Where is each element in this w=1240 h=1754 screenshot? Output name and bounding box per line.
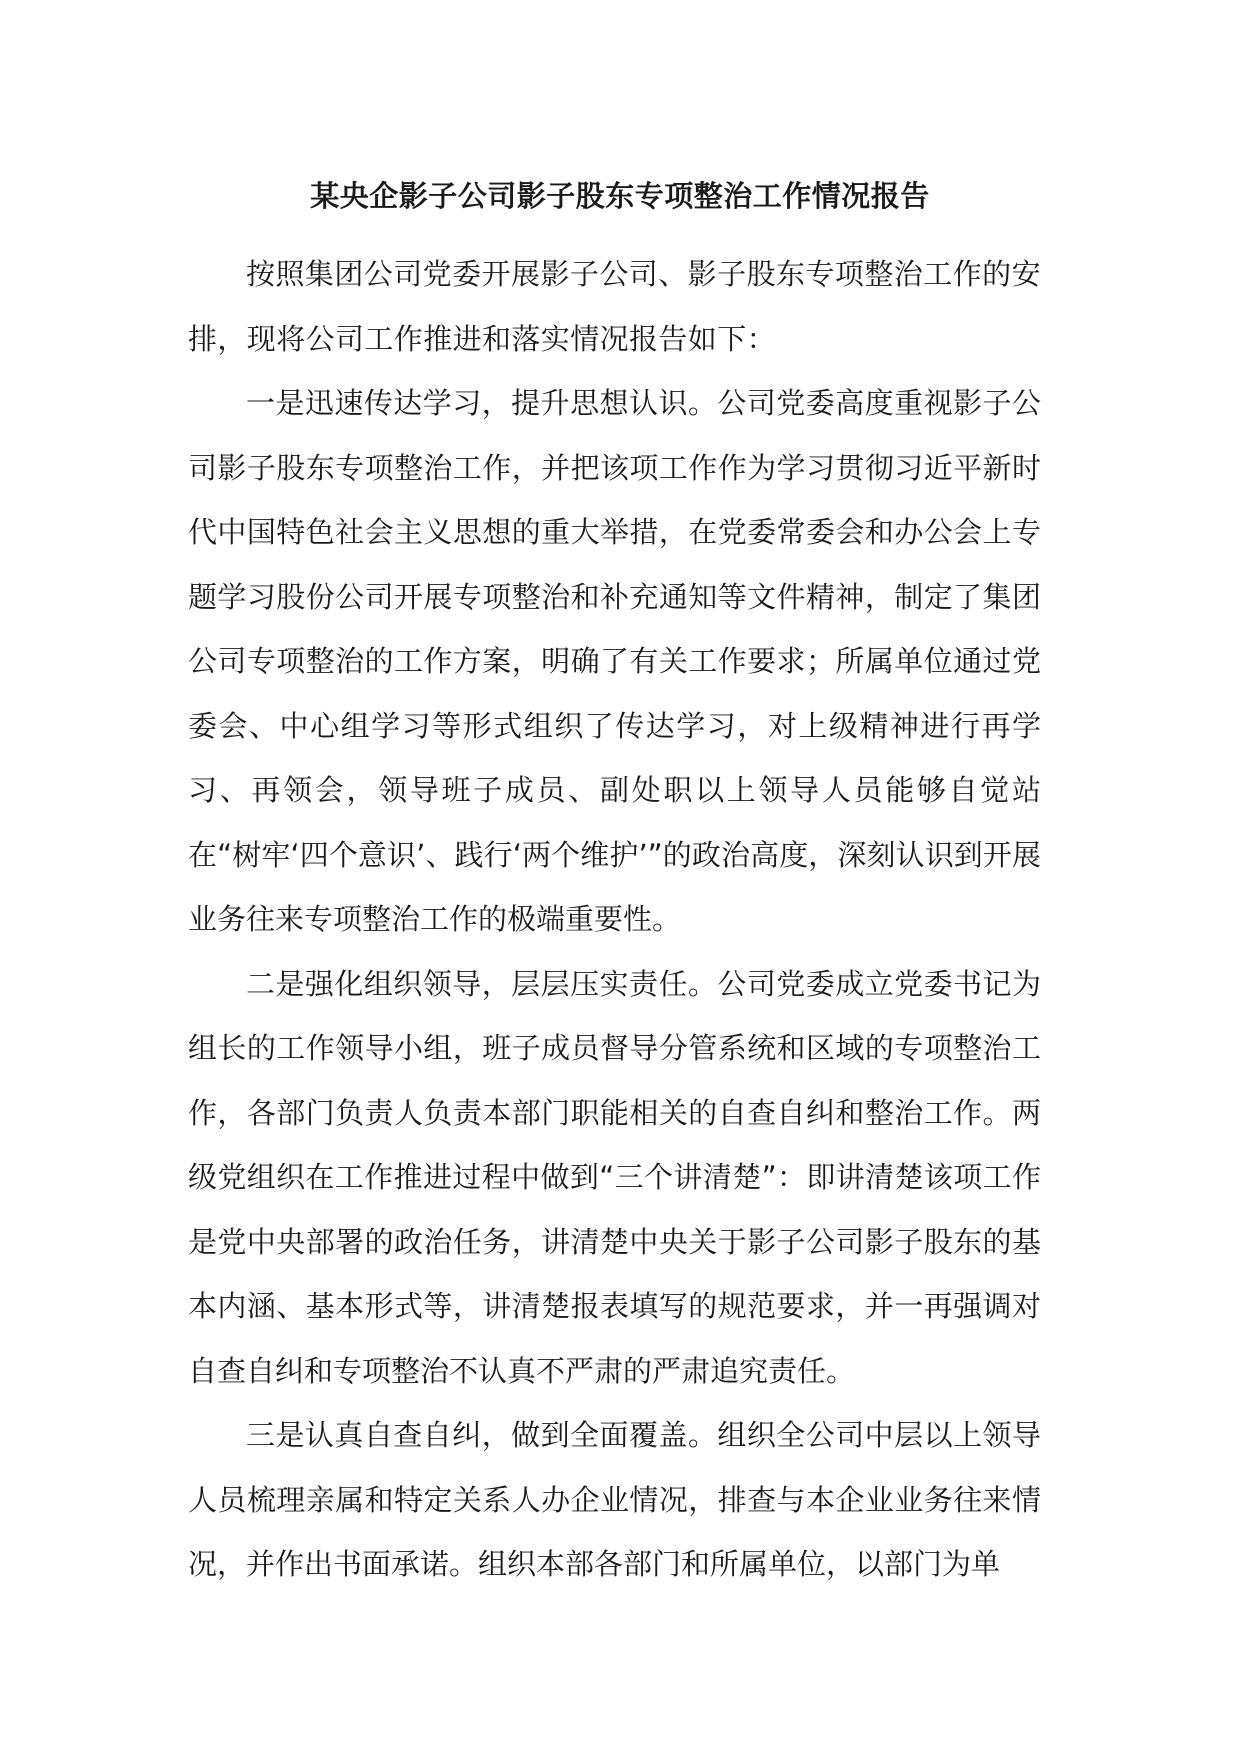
document-body	[188, 242, 1041, 1597]
paragraph-leadership: 二是强化组织领导，层层压实责任。公司党委成立党委书记为组长的工作领导小组，班子成员督导分管系统和区域的专项整治工作，各部门负责人负责本部门职能相关的自查自纠和整治工作。两级党组织在工作推进过程中做到“三个讲清楚”：即讲清楚该项工作是党中央部署的政治任务，讲清楚中央关于影子公司影子股东的基本内涵、基本形式等，讲清楚报表填写的规范要求，并一再强调对自查自纠和专项整治不认真不严肃的严肃追究责任。	[188, 966, 1041, 1388]
paragraph-self-check: 三是认真自查自纠，做到全面覆盖。组织全公司中层以上领导人员梳理亲属和特定关系人办企业情况，排查与本企业业务往来情况，并作出书面承诺。组织本部各部门和所属单位，以部门为单	[188, 1418, 1041, 1581]
paragraph-study: 一是迅速传达学习，提升思想认识。公司党委高度重视影子公司影子股东专项整治工作，并把该项工作作为学习贯彻习近平新时代中国特色社会主义思想的重大举措，在党委常委会和办公会上专题学习股份公司开展专项整治和补充通知等文件精神，制定了集团公司专项整治的工作方案，明确了有关工作要求；所属单位通过党委会、中心组学习等形式组织了传达学习，对上级精神进行再学习、再领会，领导班子成员、副处职以上领导人员能够自觉站在“树牢‘四个意识’、践行‘两个维护’”的政治高度，深刻认识到开展业务往来专项整治工作的极端重要性。	[188, 386, 1041, 936]
paragraph-intro: 按照集团公司党委开展影子公司、影子股东专项整治工作的安排，现将公司工作推进和落实情况报告如下：	[188, 257, 1041, 356]
document-title: 某央企影子公司影子股东专项整治工作情况报告	[310, 179, 930, 213]
